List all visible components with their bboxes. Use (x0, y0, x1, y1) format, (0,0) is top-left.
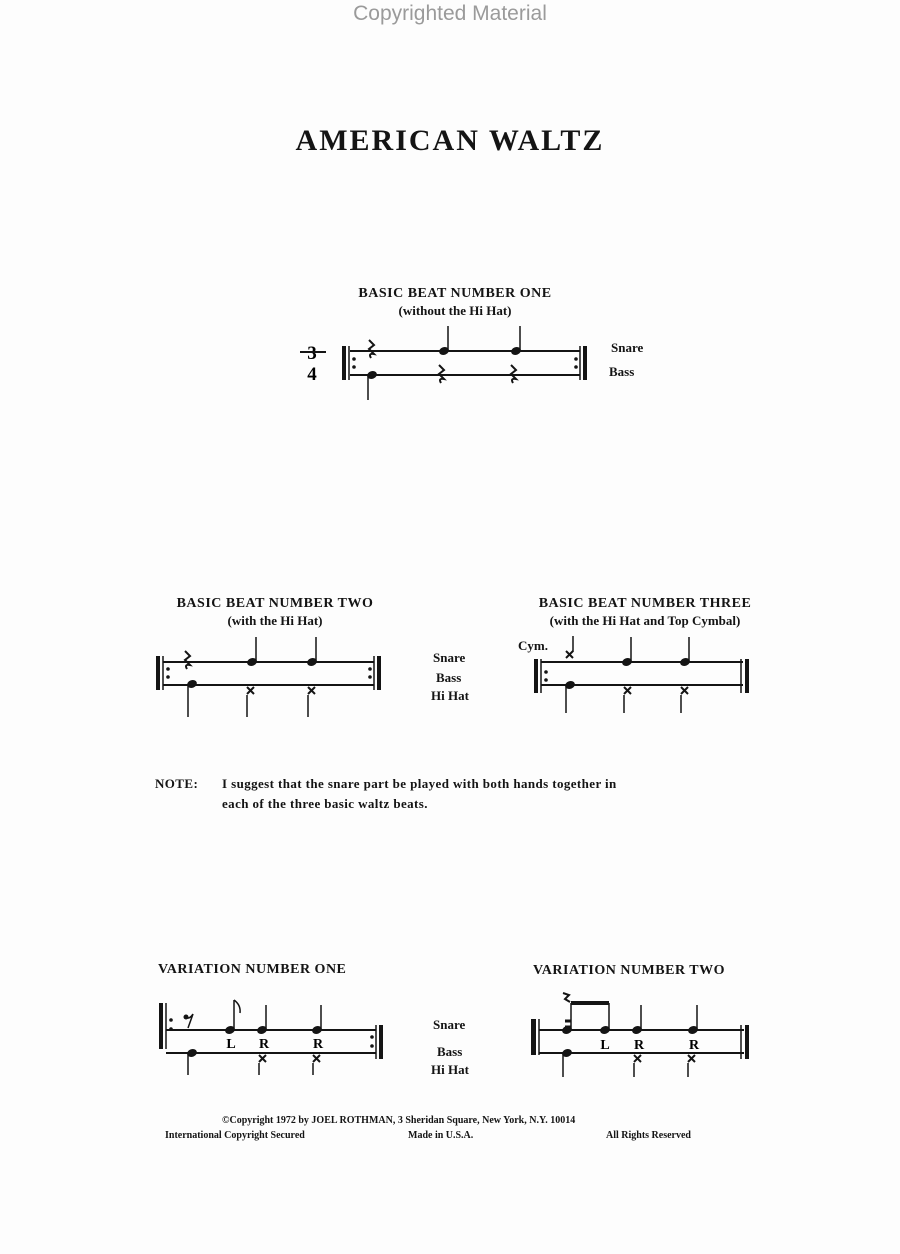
hihat-label: Hi Hat (431, 688, 469, 703)
bass-label: Bass (437, 1044, 463, 1059)
snare-note (687, 1005, 699, 1035)
hihat-note (313, 1055, 320, 1075)
note-line-1: I suggest that the snare part be played with both hands together in (222, 776, 617, 791)
sticking-right: R (312, 1037, 324, 1052)
snare-label: Snare (433, 650, 466, 665)
bass-note (186, 679, 198, 717)
page-title: AMERICAN WALTZ (295, 124, 605, 157)
rest (369, 340, 374, 358)
beat-one-heading: BASIC BEAT NUMBER ONE (358, 286, 552, 301)
rest (185, 651, 190, 669)
hihat-note (681, 687, 688, 713)
snare-label: Snare (611, 340, 644, 355)
snare-note (599, 1003, 611, 1035)
hihat-note (688, 1055, 695, 1077)
snare-note (631, 1005, 643, 1035)
variation-one-notation (150, 995, 390, 1075)
hihat-label: Hi Hat (431, 1062, 469, 1077)
beat-one-subtitle: (without the Hi Hat) (398, 303, 512, 318)
note-line-2: each of the three basic waltz beats. (222, 796, 428, 811)
snare-note (311, 1005, 323, 1035)
note-label: NOTE: (155, 776, 199, 791)
bass-note (186, 1048, 198, 1075)
bass-note (366, 370, 378, 400)
copyright-line: ©Copyright 1972 by JOEL ROTHMAN, 3 Sheridan Square, New York, N.Y. 10014 (222, 1115, 576, 1126)
sticking-left: L (600, 1038, 610, 1053)
snare-note (246, 637, 258, 667)
variation-two-heading: VARIATION NUMBER TWO (533, 963, 726, 978)
snare-note (510, 326, 522, 356)
bass-note (564, 680, 576, 713)
start-barline (531, 1019, 539, 1055)
bass-note (561, 1048, 573, 1077)
snare-note (679, 637, 691, 667)
repeat-start-barline (534, 659, 548, 693)
hihat-note (308, 687, 315, 717)
snare-note (306, 637, 318, 667)
time-signature-bottom: 4 (307, 364, 317, 385)
eighth-rest (184, 1014, 194, 1028)
variation-two-notation (525, 985, 765, 1080)
snare-label: Snare (433, 1017, 466, 1032)
beat-two-subtitle: (with the Hi Hat) (227, 613, 323, 628)
time-signature-top: 3 (307, 343, 317, 364)
snare-note (438, 326, 450, 356)
beat-two-heading: BASIC BEAT NUMBER TWO (176, 596, 374, 611)
snare-note (561, 1003, 573, 1035)
bass-label: Bass (436, 670, 462, 685)
sticking-right: R (633, 1038, 645, 1053)
watermark: Copyrighted Material (353, 2, 547, 25)
end-barline (741, 659, 749, 693)
hihat-note (247, 687, 254, 717)
copyright-rights: All Rights Reserved (606, 1130, 691, 1141)
beat-one-notation (300, 330, 600, 410)
cymbal-note (566, 636, 573, 658)
beat-two-notation (150, 640, 390, 720)
beat-three-notation (525, 640, 765, 720)
sticking-right: R (688, 1038, 700, 1053)
copyright-international: International Copyright Secured (165, 1130, 305, 1141)
variation-one-heading: VARIATION NUMBER ONE (158, 962, 347, 977)
hihat-note (634, 1055, 641, 1077)
hihat-note (624, 687, 631, 713)
snare-note (621, 637, 633, 667)
rest (563, 993, 571, 1027)
hihat-note (259, 1055, 266, 1075)
bass-label: Bass (609, 364, 635, 379)
cymbal-label: Cym. (518, 638, 548, 653)
beat-three-subtitle: (with the Hi Hat and Top Cymbal) (549, 613, 741, 628)
copyright-made-in: Made in U.S.A. (408, 1130, 474, 1141)
repeat-start-barline (159, 1003, 173, 1049)
sticking-right: R (258, 1037, 270, 1052)
sticking-left: L (226, 1037, 236, 1052)
snare-note (256, 1005, 268, 1035)
beat-three-heading: BASIC BEAT NUMBER THREE (538, 596, 752, 611)
